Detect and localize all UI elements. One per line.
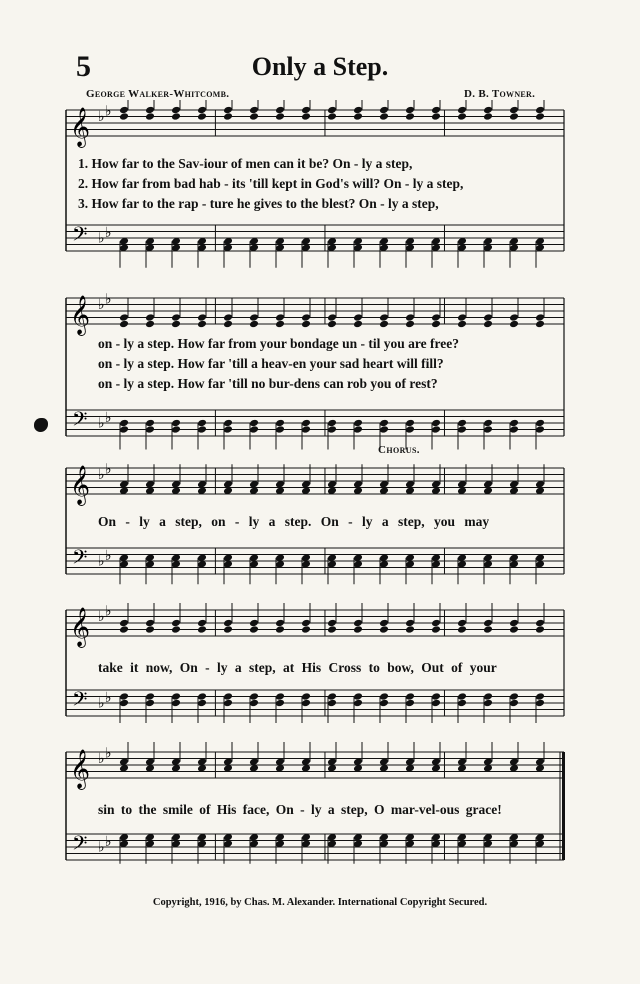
page-number: 5 (76, 50, 91, 83)
composer-credit: D. B. Towner. (464, 88, 536, 100)
svg-text:𝄢: 𝄢 (72, 222, 88, 251)
svg-text:♭: ♭ (105, 291, 112, 308)
score-staves (60, 288, 570, 458)
svg-text:𝄞: 𝄞 (70, 607, 91, 647)
svg-text:𝄞: 𝄞 (70, 749, 91, 789)
music-system-1 (60, 100, 570, 270)
svg-text:♭: ♭ (105, 745, 112, 762)
lyric-line: on - ly a step. How far from your bondage un - til you are free? (98, 336, 459, 351)
svg-text:𝄞: 𝄞 (70, 107, 91, 147)
lyric-line: 1. How far to the Sav-iour of men can it be? On - ly a step, (78, 156, 413, 171)
lyricist-credit: George Walker-Whitcomb. (86, 88, 230, 100)
lyric-line: on - ly a step. How far 'till no bur-dens can rob you of rest? (98, 376, 438, 391)
svg-text:♭: ♭ (105, 833, 112, 850)
svg-text:𝄢: 𝄢 (72, 831, 88, 860)
svg-text:♭: ♭ (98, 467, 105, 483)
svg-text:♭: ♭ (105, 224, 112, 241)
svg-text:♭: ♭ (98, 609, 105, 625)
lyric-line: on - ly a step. How far 'till a heav-en your sad heart will fill? (98, 356, 444, 371)
music-system-2 (60, 288, 570, 458)
copyright-notice: Copyright, 1916, by Chas. M. Alexander. International Copyright Secured. (152, 897, 488, 908)
svg-text:♭: ♭ (105, 547, 112, 564)
svg-text:♭: ♭ (105, 603, 112, 620)
music-system-5 (60, 742, 570, 892)
svg-text:♭: ♭ (105, 409, 112, 426)
svg-text:♭: ♭ (98, 751, 105, 767)
lyric-line: take it now, On - ly a step, at His Cross to bow, Out of your (98, 660, 497, 675)
song-title: Only a Step. (251, 52, 389, 81)
svg-text:♭: ♭ (98, 553, 105, 570)
svg-text:♭: ♭ (98, 839, 105, 856)
svg-text:♭: ♭ (105, 689, 112, 706)
chorus-label: Chorus. (378, 444, 420, 456)
svg-text:♭: ♭ (105, 461, 112, 478)
svg-text:♭: ♭ (98, 109, 105, 125)
lyric-line: 2. How far from bad hab - its 'till kept in God's will? On - ly a step, (78, 176, 464, 191)
svg-text:𝄢: 𝄢 (72, 545, 88, 574)
svg-text:♭: ♭ (105, 103, 112, 120)
svg-text:♭: ♭ (98, 695, 105, 712)
lyric-line: sin to the smile of His face, On - ly a step, O mar-vel-ous grace! (98, 802, 502, 817)
lyric-line: 3. How far to the rap - ture he gives to the blest? On - ly a step, (78, 196, 439, 211)
music-system-4 (60, 600, 570, 730)
lyric-line: On - ly a step, on - ly a step. On - ly a step, you may (98, 514, 490, 529)
svg-text:𝄞: 𝄞 (70, 465, 91, 505)
ink-blot (34, 418, 48, 432)
svg-text:♭: ♭ (98, 415, 105, 432)
svg-text:𝄢: 𝄢 (72, 407, 88, 436)
svg-text:♭: ♭ (98, 230, 105, 247)
svg-text:𝄢: 𝄢 (72, 687, 88, 716)
svg-text:𝄞: 𝄞 (70, 295, 91, 335)
svg-text:♭: ♭ (98, 297, 105, 313)
music-system-3 (60, 444, 570, 588)
